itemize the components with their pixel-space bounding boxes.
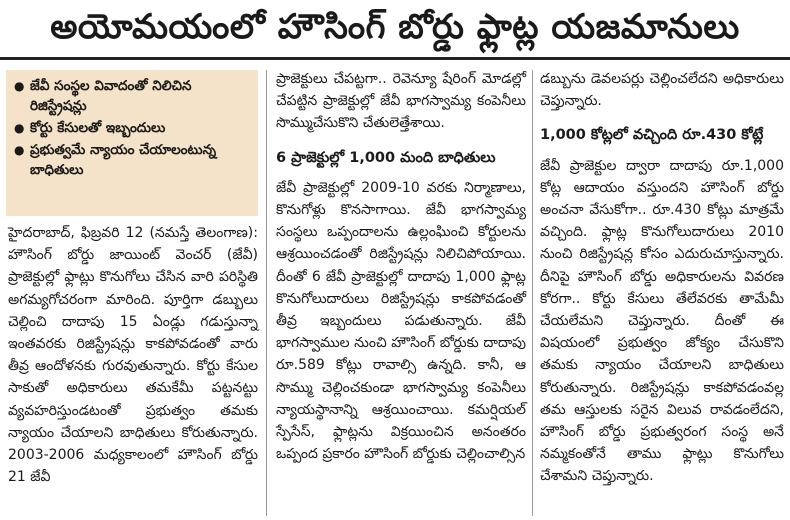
highlight-item [14, 118, 250, 138]
highlight-text: ప్రభుత్వమే న్యాయం చేయాలంటున్న బాధితులు [30, 142, 217, 178]
body-paragraph: ప్రాజెక్టులు చేపట్టగా.. రెవెన్యూ షేరింగ్ మోడల్లో చేపట్టిన ప్రాజెక్టుల్లో జేవీ భాగస్వామ్య కంపెనీలు సొమ్ముచేసుకొని చేతులెత్తేశాయి. [276, 71, 526, 132]
subheading: 1,000 కోట్లలో వచ్చింది రూ.430 కోట్లే [540, 127, 764, 144]
column-divider [266, 70, 267, 516]
body-paragraph: జేవీ ప్రాజెక్టుల్లో 2009-10 వరకు నిర్మాణాలు, కొనుగోళ్లు కొనసాగాయి. జేవీ భాగస్వామ్య సంస్థలు ఒప్పందాలను ఉల్లంఘించి కోర్టులను ఆశ్రయించడంతో రిజిస్ట్రేషన్లు నిలిచిపోయాయి. దీంతో 6 జేవీ ప్రాజెక్టుల్లో దాదాపు 1,000 ఫ్లాట్ల కొనుగోలుదారులు రిజిస్ట్రేషన్లు కాకపోవడంతో తీవ్ర ఇబ్బందులు పడుతున్నారు. జేవీ భాగస్వాముల నుంచి హౌసింగ్ బోర్డుకు దాదాపు రూ.589 కోట్లు రావాల్సి ఉన్నది. కానీ, ఆ సొమ్ము చెల్లించకుండా భాగస్వామ్య కంపెనీలు న్యాయస్థానాన్ని ఆశ్రయించాయి. కమర్షియల్ స్పేసేస్, ఫ్లాట్లను విక్రయించిన అనంతరం ఒప్పంద ప్రకారం హౌసింగ్ బోర్డుకు చెల్లించాల్సిన [276, 179, 526, 463]
column-divider [532, 70, 533, 516]
bullet-icon: ● [14, 79, 25, 93]
bullet-icon: ● [14, 143, 25, 157]
bullet-icon: ● [14, 121, 25, 135]
highlights-box [6, 70, 258, 216]
body-paragraph: జేవీ ప్రాజెక్టుల ద్వారా దాదాపు రూ.1,000 కోట్ల ఆదాయం వస్తుందని హౌసింగ్ బోర్డు అంచనా వేసుకోగా.. రూ.430 కోట్లు మాత్రమే వచ్చింది. ఫ్లాట్ల కొనుగోలుదారులు 2010 నుంచి రిజిస్ట్రేషన్ల కోసం ఎదురుచూస్తున్నారు. దీనిపై హౌసింగ్ బోర్డు అధికారులను వివరణ కోరగా.. కోర్టు కేసులు తేలేవరకు తామేమీ చేయలేమని చెప్తున్నారు. దీంతో ఈ విషయంలో ప్రభుత్వం జోక్యం చేసుకొని తమకు న్యాయం చేయాలని బాధితులు కోరుతున్నారు. రిజిస్ట్రేషన్లు కాకపోవడంవల్ల తమ ఆస్తులకు సరైన విలువ రావడంలేదని, హౌసింగ్ బోర్డు ప్రభుత్వరంగ సంస్థ అనే నమ్మకంతోనే తాము ఫ్లాట్లు కొనుగోలు చేశామని చెప్తున్నారు. [540, 157, 784, 485]
highlight-text: కోర్టు కేసులతో ఇబ్బందులు [30, 120, 166, 136]
article-column-2 [276, 68, 526, 465]
body-paragraph: హైదరాబాద్, ఫిబ్రవరి 12 (నమస్తే తెలంగాణ): హౌసింగ్ బోర్డు జాయింట్ వెంచర్ (జేవీ) ప్రాజెక్టుల్లో ఫ్లాట్లు కొనుగోలు చేసిన వారి పరిస్థితి అగమ్యగోచరంగా మారింది. పూర్తిగా డబ్బులు చెల్లించి దాదాపు 15 ఏండ్లు గడుస్తున్నా ఇంతవరకు రిజిస్ట్రేషన్లు కాకపోవడంతో వారు తీవ్ర ఆందోళనకు గురవుతున్నారు. కోర్టు కేసుల సాకుతో అధికారులు తమకేమీ పట్టనట్టు వ్యవహరిస్తుండటంతో ప్రభుత్వం తమకు న్యాయం చేయాలని బాధితులు కోరుతున్నారు. 2003-2006 మధ్యకాలంలో హౌసింగ్ బోర్డు 21 జేవీ [8, 225, 258, 486]
subheading: 6 ప్రాజెక్టుల్లో 1,000 మంది బాధితులు [276, 149, 496, 166]
headline: అయోమయంలో హౌసింగ్ బోర్డు ఫ్లాట్ల యజమానులు [0, 4, 790, 60]
highlight-item [14, 76, 250, 116]
article-column-1 [8, 222, 258, 488]
body-paragraph: డబ్బును డెవలపర్లు చెల్లించలేదని అధికారులు చెప్తున్నారు. [540, 71, 784, 110]
highlight-text: జేవీ సంస్థల వివాదంతో నిలిచిన రిజిస్ట్రేషన్లు [30, 78, 192, 114]
article-column-3 [540, 68, 784, 488]
highlight-item [14, 140, 250, 180]
